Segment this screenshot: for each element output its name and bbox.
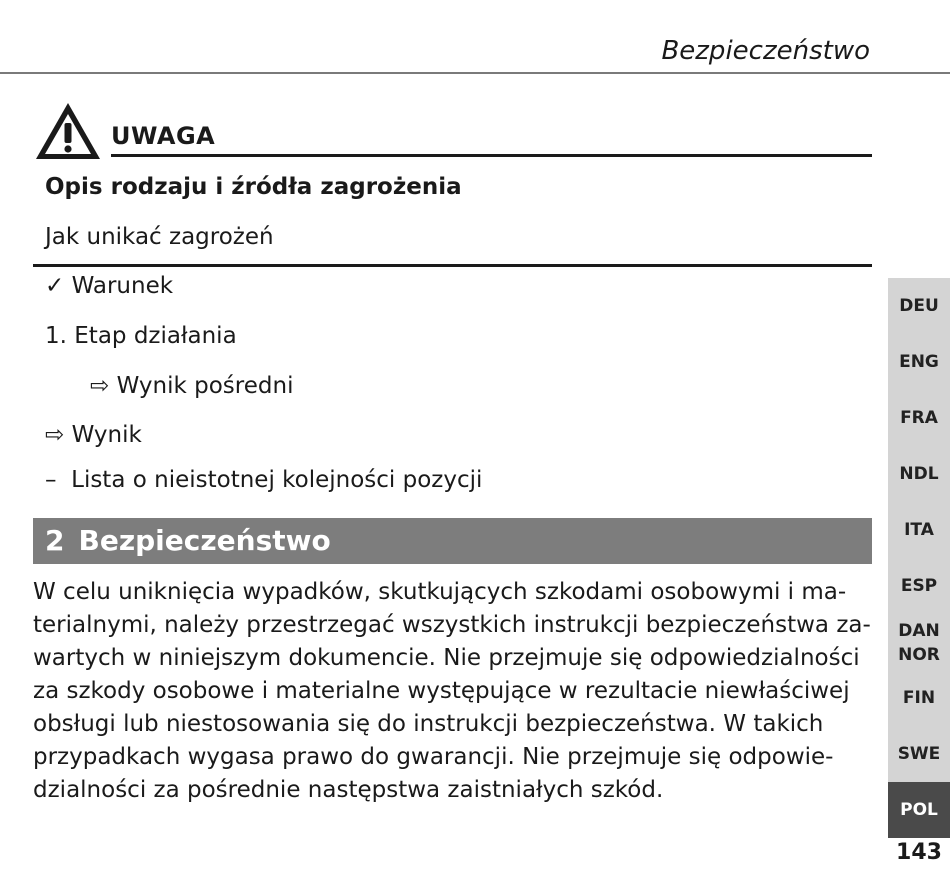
running-header: Bezpieczeństwo <box>661 36 870 66</box>
lang-tab-dan-nor[interactable] <box>888 614 950 670</box>
dash-icon: – <box>45 467 57 493</box>
page-number: 143 <box>896 840 942 865</box>
lang-tab-nor-label: NOR <box>898 645 940 665</box>
lang-tab-esp[interactable]: ESP <box>888 558 950 614</box>
body-line: wartych w niniejszym dokumencie. Nie przejmuje się odpowiedzialności <box>33 645 860 671</box>
section-number: 2 <box>45 524 65 557</box>
lang-tab-ndl[interactable]: NDL <box>888 446 950 502</box>
step-label: Etap działania <box>74 323 237 349</box>
warning-triangle-icon <box>33 100 103 162</box>
step-number: 1. <box>45 323 67 349</box>
body-line: obsługi lub niestosowania się do instrukcji bezpieczeństwa. W takich <box>33 711 824 737</box>
lang-tab-swe[interactable]: SWE <box>888 726 950 782</box>
body-line: W celu uniknięcia wypadków, skutkujących szkodami osobowymi i ma- <box>33 579 847 605</box>
body-line: terialnymi, należy przestrzegać wszystkich instrukcji bezpieczeństwa za- <box>33 612 871 638</box>
lang-tab-fra[interactable]: FRA <box>888 390 950 446</box>
section-title: Bezpieczeństwo <box>78 524 331 557</box>
legend-step <box>45 323 237 349</box>
section-body <box>33 576 873 807</box>
list-item-label: Lista o nieistotnej kolejności pozycji <box>71 467 483 493</box>
body-line: przypadkach wygasa prawo do gwarancji. Nie przejmuje się odpowie- <box>33 744 834 770</box>
lang-tab-deu[interactable]: DEU <box>888 278 950 334</box>
section-heading <box>33 518 872 564</box>
intermediate-result-label: Wynik pośredni <box>116 373 294 399</box>
language-tabs <box>888 278 950 838</box>
signal-word: UWAGA <box>111 122 216 150</box>
result-label: Wynik <box>71 422 142 448</box>
lang-tab-fin[interactable]: FIN <box>888 670 950 726</box>
body-line: za szkody osobowe i materialne występujące w rezultacie niewłaściwej <box>33 678 850 704</box>
lang-tab-ita[interactable]: ITA <box>888 502 950 558</box>
condition-label: Warunek <box>71 273 174 299</box>
header-rule <box>0 72 950 74</box>
legend-result <box>45 422 142 448</box>
body-line: dzialności za pośrednie następstwa zaistniałych szkód. <box>33 777 664 803</box>
warning-rule-top <box>111 154 872 157</box>
arrow-right-icon: ⇨ <box>90 373 110 399</box>
hazard-avoidance-text: Jak unikać zagrożeń <box>45 224 274 250</box>
lang-tab-pol[interactable]: POL <box>888 782 950 838</box>
legend-intermediate-result <box>90 373 293 399</box>
legend-list <box>45 467 482 493</box>
lang-tab-dan-label: DAN <box>898 621 940 641</box>
hazard-type-text: Opis rodzaju i źródła zagrożenia <box>45 174 462 200</box>
lang-tab-eng[interactable]: ENG <box>888 334 950 390</box>
arrow-right-icon: ⇨ <box>45 422 65 448</box>
check-icon: ✓ <box>45 273 65 299</box>
legend-condition <box>45 273 173 299</box>
warning-rule-bottom <box>33 264 872 267</box>
